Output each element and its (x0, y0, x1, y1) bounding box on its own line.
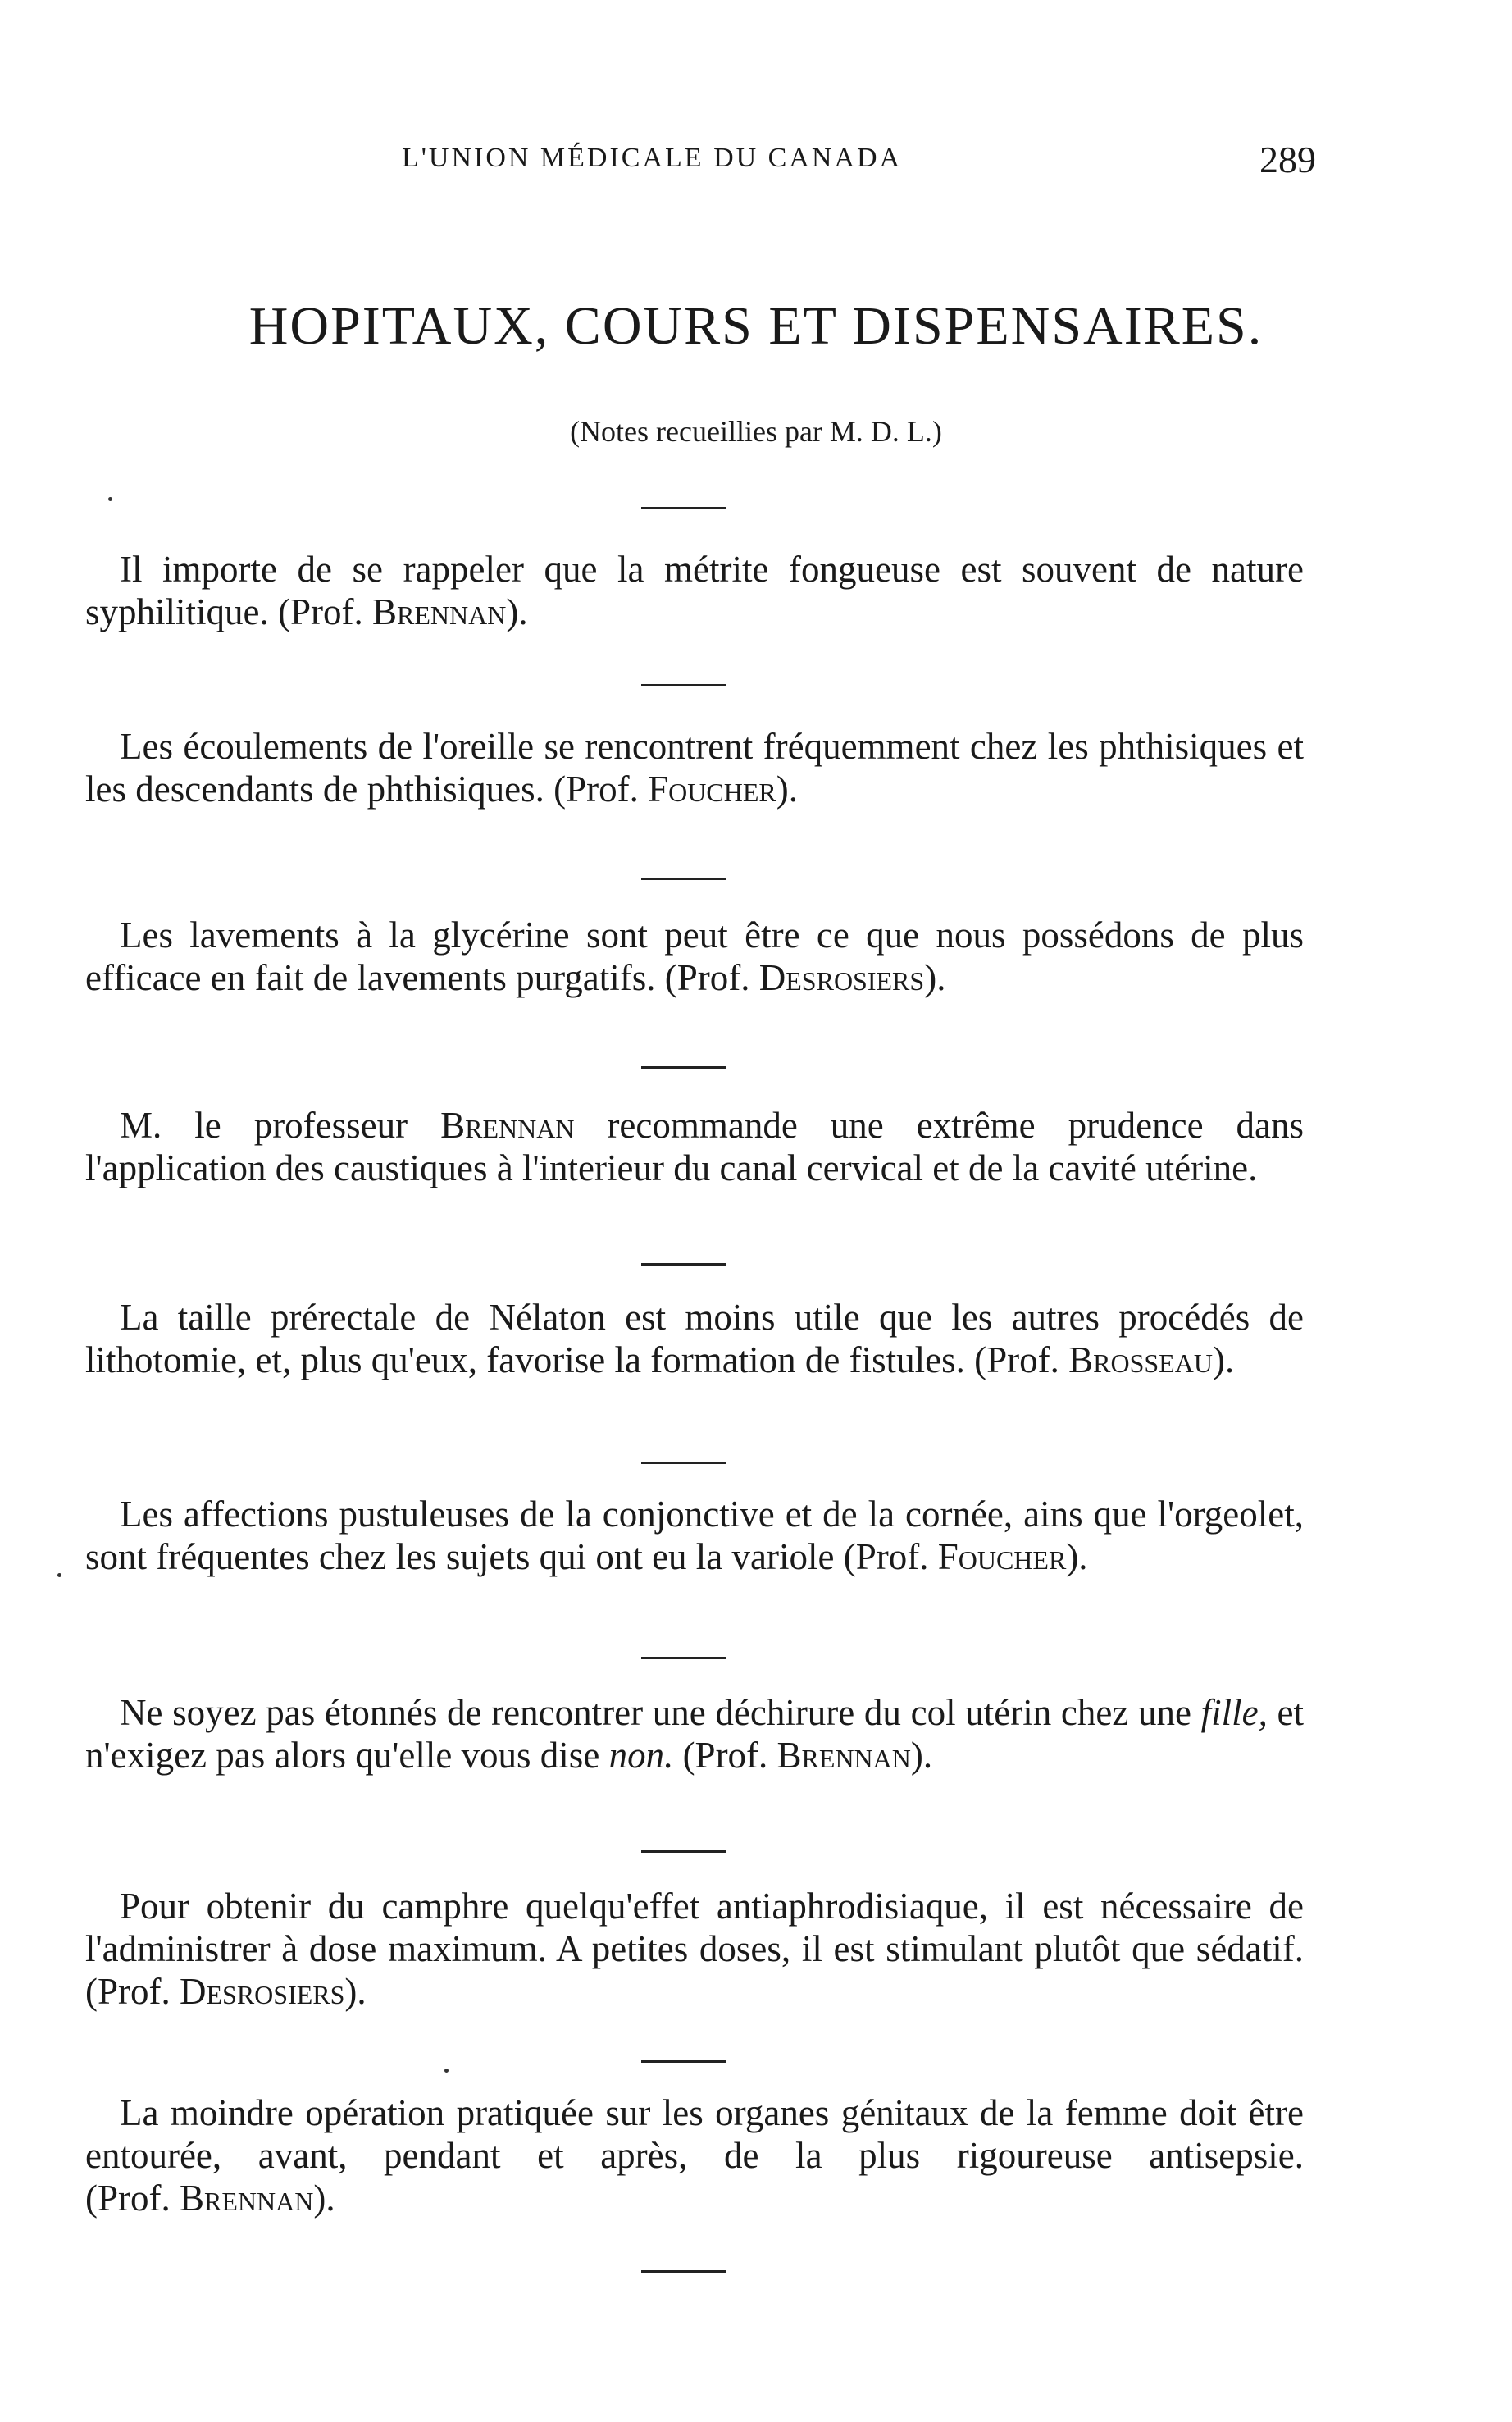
note-4 (85, 1104, 1304, 1189)
journal-title: L'UNION MÉDICALE DU CANADA (402, 143, 903, 173)
attribution-suffix: ). (1212, 1339, 1235, 1380)
note-1 (85, 548, 1304, 633)
professor-name: Brennan (179, 2178, 314, 2219)
professor-name: Brennan (371, 591, 507, 632)
attribution-prefix: (Prof. (682, 1735, 768, 1776)
separator-rule (641, 1263, 726, 1266)
separator-rule (641, 1462, 726, 1464)
stray-mark (108, 497, 112, 501)
attribution-prefix: (Prof. (85, 2178, 171, 2219)
attribution-suffix: ). (924, 957, 946, 998)
attribution-prefix: (Prof. (974, 1339, 1059, 1380)
attribution-suffix: ). (1066, 1536, 1088, 1577)
note-text: Les lavements à la glycérine sont peut être ce que nous possédons de plus efficace en fait de lavements purgatifs. (85, 915, 1304, 998)
note-text: Ne soyez pas étonnés de rencontrer une déchirure du col utérin chez une (120, 1692, 1191, 1733)
professor-name: Brennan (776, 1735, 911, 1776)
attribution-suffix: ). (313, 2178, 335, 2219)
professor-name: Desrosiers (758, 957, 925, 998)
attribution-prefix: (Prof. (85, 1971, 171, 2012)
attribution (85, 2178, 335, 2219)
note-3 (85, 914, 1304, 999)
attribution-prefix: (Prof. (278, 591, 363, 632)
separator-rule (641, 684, 726, 686)
attribution (85, 1971, 367, 2012)
note-text: Les affections pustuleuses de la conjonctive et de la cornée, ains que l'orgeolet, sont fréquentes chez les sujets qui ont eu la variole (85, 1494, 1304, 1577)
attribution-suffix: ). (344, 1971, 367, 2012)
byline: (Notes recueillies par M. D. L.) (570, 415, 942, 448)
stray-mark (444, 2069, 449, 2073)
note-6 (85, 1493, 1304, 1578)
attribution-prefix: (Prof. (664, 957, 750, 998)
note-text: Les écoulements de l'oreille se rencontrent fréquemment chez les phthisiques et les descendants de phthisiques. (85, 726, 1304, 810)
note-2 (85, 725, 1304, 810)
separator-rule (641, 507, 726, 509)
separator-rule (641, 2060, 726, 2063)
note-8 (85, 1885, 1304, 2013)
separator-rule (641, 1657, 726, 1659)
attribution (553, 769, 798, 810)
note-text: Il importe de se rappeler que la métrite fongueuse est souvent de nature syphilitique. (85, 549, 1304, 632)
note-emphasis: non. (608, 1735, 674, 1776)
note-text: La moindre opération pratiquée sur les organes génitaux de la femme doit être entourée, avant, pendant et après, de la plus rigoureuse antisepsie. (85, 2092, 1304, 2176)
section-title: HOPITAUX, COURS ET DISPENSAIRES. (248, 296, 1264, 356)
professor-name: Brosseau (1068, 1339, 1213, 1380)
running-head (0, 138, 1512, 187)
note-7 (85, 1691, 1304, 1777)
professor-name: Foucher (648, 769, 776, 810)
note-9 (85, 2091, 1304, 2219)
attribution-suffix: ). (910, 1735, 933, 1776)
professor-name: Brennan (440, 1105, 575, 1146)
note-text: M. le professeur (120, 1105, 408, 1146)
note-text: Pour obtenir du camphre quelqu'effet antiaphrodisiaque, il est nécessaire de l'administrer à dose maximum. A petites doses, il est stimulant plutôt que sédatif. (85, 1886, 1304, 1969)
attribution-prefix: (Prof. (553, 769, 639, 810)
page-number: 289 (1259, 139, 1316, 180)
attribution (974, 1339, 1234, 1380)
note-text-continued: recommande une extrême prudence dans l'application des caustiques à l'interieur du canal cervical et de la cavité utérine. (85, 1105, 1305, 1188)
separator-rule (641, 1850, 726, 1853)
note-5 (85, 1296, 1304, 1381)
professor-name: Desrosiers (179, 1971, 345, 2012)
note-text-continued: et n'exigez pas alors qu'elle vous dise (85, 1692, 1304, 1776)
separator-rule (641, 1066, 726, 1069)
attribution-suffix: ). (776, 769, 798, 810)
separator-rule (641, 878, 726, 880)
attribution (665, 957, 946, 998)
attribution (278, 591, 528, 632)
attribution-prefix: (Prof. (843, 1536, 929, 1577)
stray-mark (57, 1573, 61, 1577)
separator-rule (641, 2270, 726, 2273)
attribution (844, 1536, 1088, 1577)
note-text: La taille prérectale de Nélaton est moins utile que les autres procédés de lithotomie, et, plus qu'eux, favorise la formation de fistules. (85, 1297, 1304, 1380)
attribution (683, 1735, 933, 1776)
attribution-suffix: ). (506, 591, 528, 632)
note-emphasis: fille, (1200, 1692, 1268, 1733)
professor-name: Foucher (937, 1536, 1067, 1577)
